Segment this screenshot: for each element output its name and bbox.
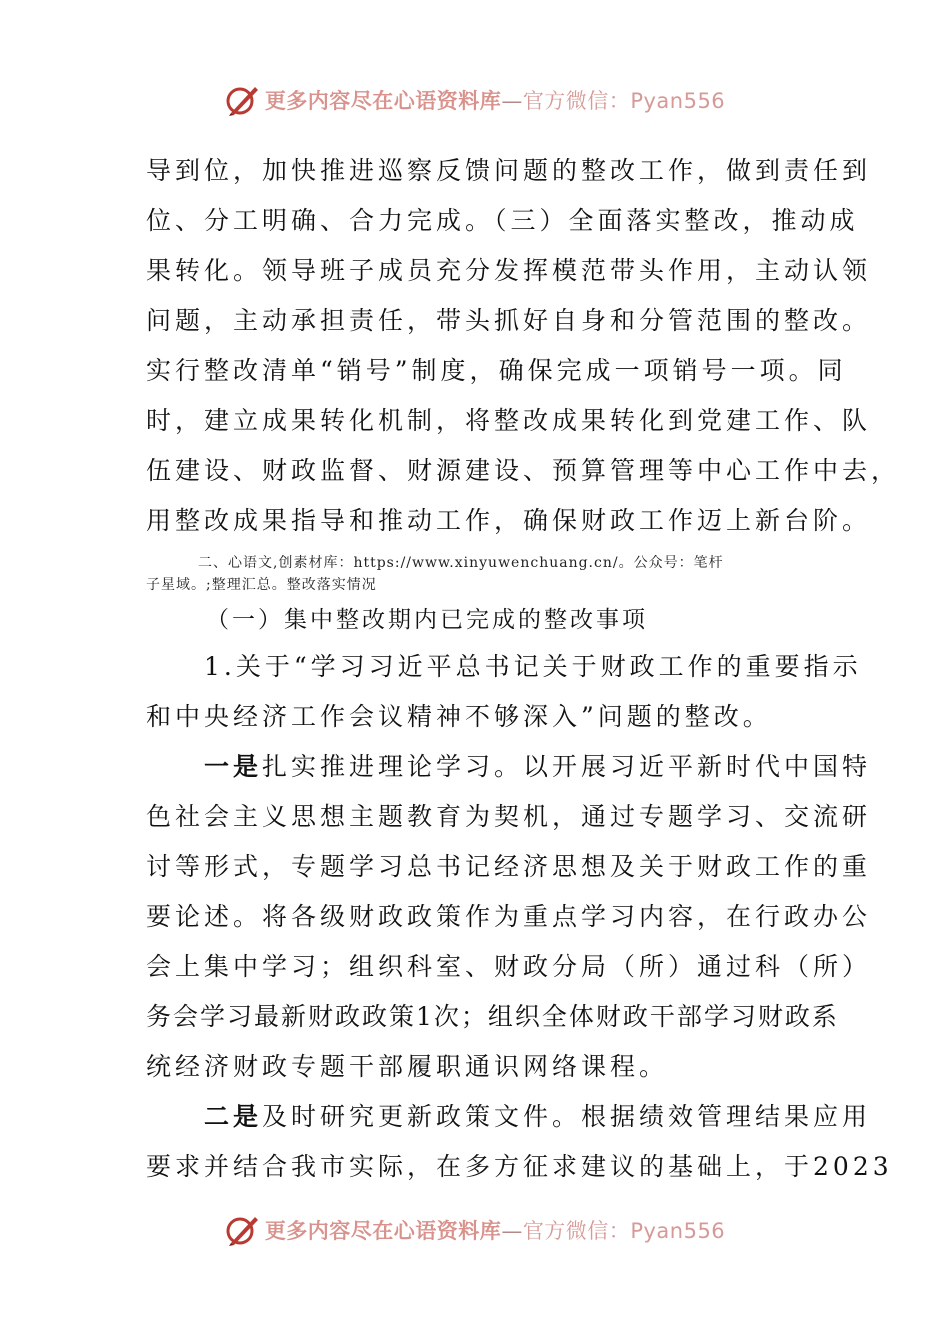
text-line: 果转化。领导班子成员充分发挥模范带头作用，主动认领 bbox=[146, 256, 872, 285]
banner-text: 更多内容尽在心语资料库—官方微信：Pyan556 bbox=[264, 89, 726, 113]
text-line: 1.关于“学习习近平总书记关于财政工作的重要指示 bbox=[204, 652, 862, 681]
text-line: 实行整改清单“销号”制度，确保完成一项销号一项。同 bbox=[146, 356, 847, 385]
pen-logo-icon bbox=[225, 83, 261, 117]
pen-logo-icon bbox=[225, 1213, 261, 1247]
text-line: 一是扎实推进理论学习。以开展习近平新时代中国特 bbox=[204, 752, 872, 781]
lead-label: 一是 bbox=[204, 752, 263, 781]
section-heading: （一）集中整改期内已完成的整改事项 bbox=[206, 607, 648, 633]
text-line: 导到位，加快推进巡察反馈问题的整改工作，做到责任到 bbox=[146, 156, 872, 185]
paragraph-second-point bbox=[146, 1092, 893, 1192]
text-line: 时，建立成果转化机制，将整改成果转化到党建工作、队 bbox=[146, 406, 872, 435]
paragraph-rectification bbox=[146, 146, 901, 546]
lead-label: 二是 bbox=[204, 1102, 263, 1131]
text-line: 讨等形式，专题学习总书记经济思想及关于财政工作的重 bbox=[146, 852, 872, 881]
footer-banner bbox=[0, 1210, 950, 1250]
text-line: 要求并结合我市实际，在多方征求建议的基础上，于2023 bbox=[146, 1152, 893, 1181]
text-line: 务会学习最新财政政策1次；组织全体财政干部学习财政系 bbox=[146, 1002, 839, 1031]
document-body bbox=[146, 146, 901, 1192]
text-line: 用整改成果指导和推动工作，确保财政工作迈上新台阶。 bbox=[146, 506, 872, 535]
text-line: 色社会主义思想主题教育为契机，通过专题学习、交流研 bbox=[146, 802, 872, 831]
text-line: 二是及时研究更新政策文件。根据绩效管理结果应用 bbox=[204, 1102, 872, 1131]
text-line: 会上集中学习；组织科室、财政分局（所）通过科（所） bbox=[146, 952, 872, 981]
text-line: 位、分工明确、合力完成。（三）全面落实整改，推动成 bbox=[146, 206, 859, 235]
text-line: 统经济财政专题干部履职通识网络课程。 bbox=[146, 1052, 669, 1081]
text-line: 伍建设、财政监督、财源建设、预算管理等中心工作中去， bbox=[146, 456, 901, 485]
source-note bbox=[146, 552, 806, 596]
text-line: 要论述。将各级财政政策作为重点学习内容，在行政办公 bbox=[146, 902, 872, 931]
banner-text: 更多内容尽在心语资料库—官方微信：Pyan556 bbox=[264, 1219, 726, 1243]
note-line: 子星域。;整理汇总。整改落实情况 bbox=[146, 577, 377, 593]
paragraph-first-point bbox=[146, 742, 872, 1092]
text-line: 和中央经济工作会议精神不够深入”问题的整改。 bbox=[146, 702, 772, 731]
text-line: 问题，主动承担责任，带头抓好自身和分管范围的整改。 bbox=[146, 306, 872, 335]
header-banner bbox=[0, 80, 950, 120]
note-line: 二、心语文,创素材库：https://www.xinyuwenchuang.cn/。公众号：笔杆 bbox=[198, 555, 724, 571]
item-1 bbox=[146, 642, 862, 742]
